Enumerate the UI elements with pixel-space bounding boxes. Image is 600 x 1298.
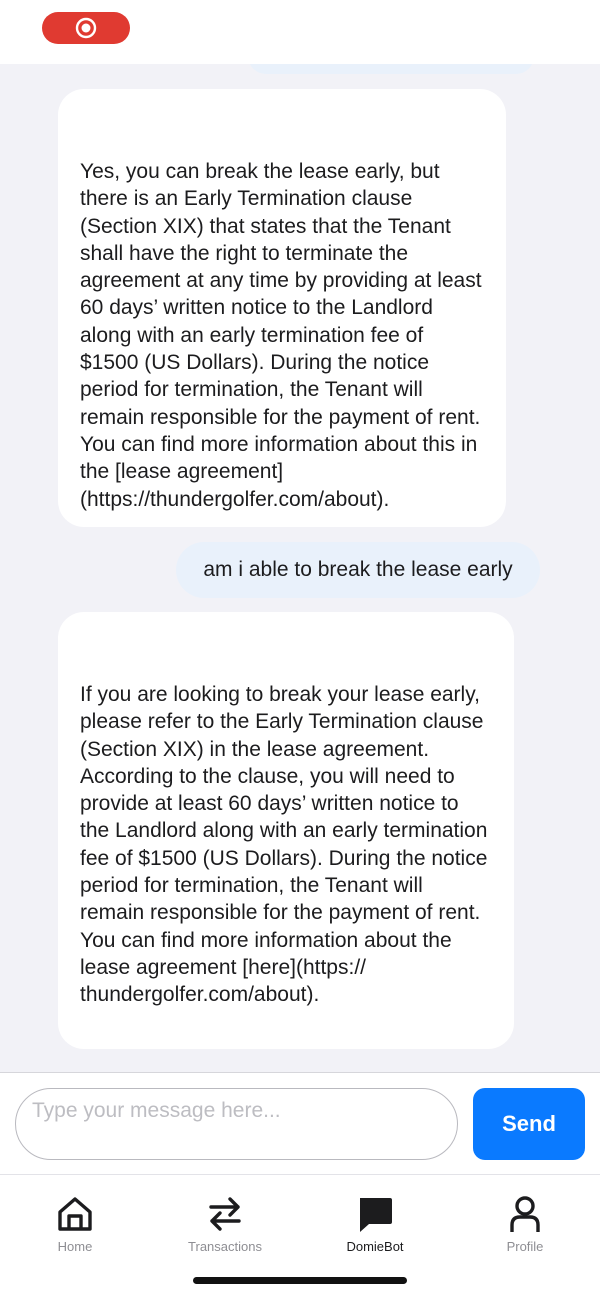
previous-user-message-bubble <box>248 64 534 74</box>
user-message-text: am i able to break the lease early <box>203 558 513 581</box>
transfer-arrows-icon <box>205 1194 245 1234</box>
bot-message <box>58 89 506 527</box>
send-button[interactable]: Send <box>473 1088 585 1160</box>
tab-transactions[interactable] <box>150 1175 300 1265</box>
screen-record-indicator[interactable] <box>42 12 130 44</box>
chat-transcript[interactable] <box>0 64 600 1072</box>
message-input[interactable] <box>15 1088 458 1160</box>
bot-message <box>58 612 514 1049</box>
screen-record-icon <box>75 17 97 39</box>
tab-domiebot-label: DomieBot <box>346 1239 404 1254</box>
tab-home-label: Home <box>57 1239 93 1254</box>
user-message <box>176 542 540 598</box>
status-bar <box>0 0 600 64</box>
chat-bubble-icon <box>355 1194 395 1234</box>
bot-message-text: Yes, you can break the lease early, but there is an Early Termination clause (Section XIX) that states that the Tenant shall have the right to terminate the agreement at any time by providing at least 60 days’ written notice to the Landlord along with an early termination fee of $1500 (US Dollars). During the notice period for termination, the Tenant will remain responsible for the payment of rent. You can find more information about this in the [lease agreement] (https://thundergolfer.com/about). <box>80 160 482 511</box>
home-indicator[interactable] <box>193 1277 407 1284</box>
home-icon <box>55 1194 95 1234</box>
tab-profile-label: Profile <box>506 1239 544 1254</box>
tab-home[interactable] <box>0 1175 150 1265</box>
message-composer <box>0 1072 600 1175</box>
bot-message-text: If you are looking to break your lease early, please refer to the Early Termination clause (Section XIX) in the lease agreement. According to the clause, you will need to provide at least 60 days’ written notice to the Landlord along with an early termination fee of $1500 (US Dollars). During the notice period for termination, the Tenant will remain responsible for the payment of rent. You can find more information about the lease agreement [here](https:// thundergolfer.com/about). <box>80 683 488 1007</box>
person-icon <box>505 1194 545 1234</box>
tab-profile[interactable] <box>450 1175 600 1265</box>
tab-domiebot[interactable] <box>300 1175 450 1265</box>
tab-transactions-label: Transactions <box>188 1239 262 1254</box>
